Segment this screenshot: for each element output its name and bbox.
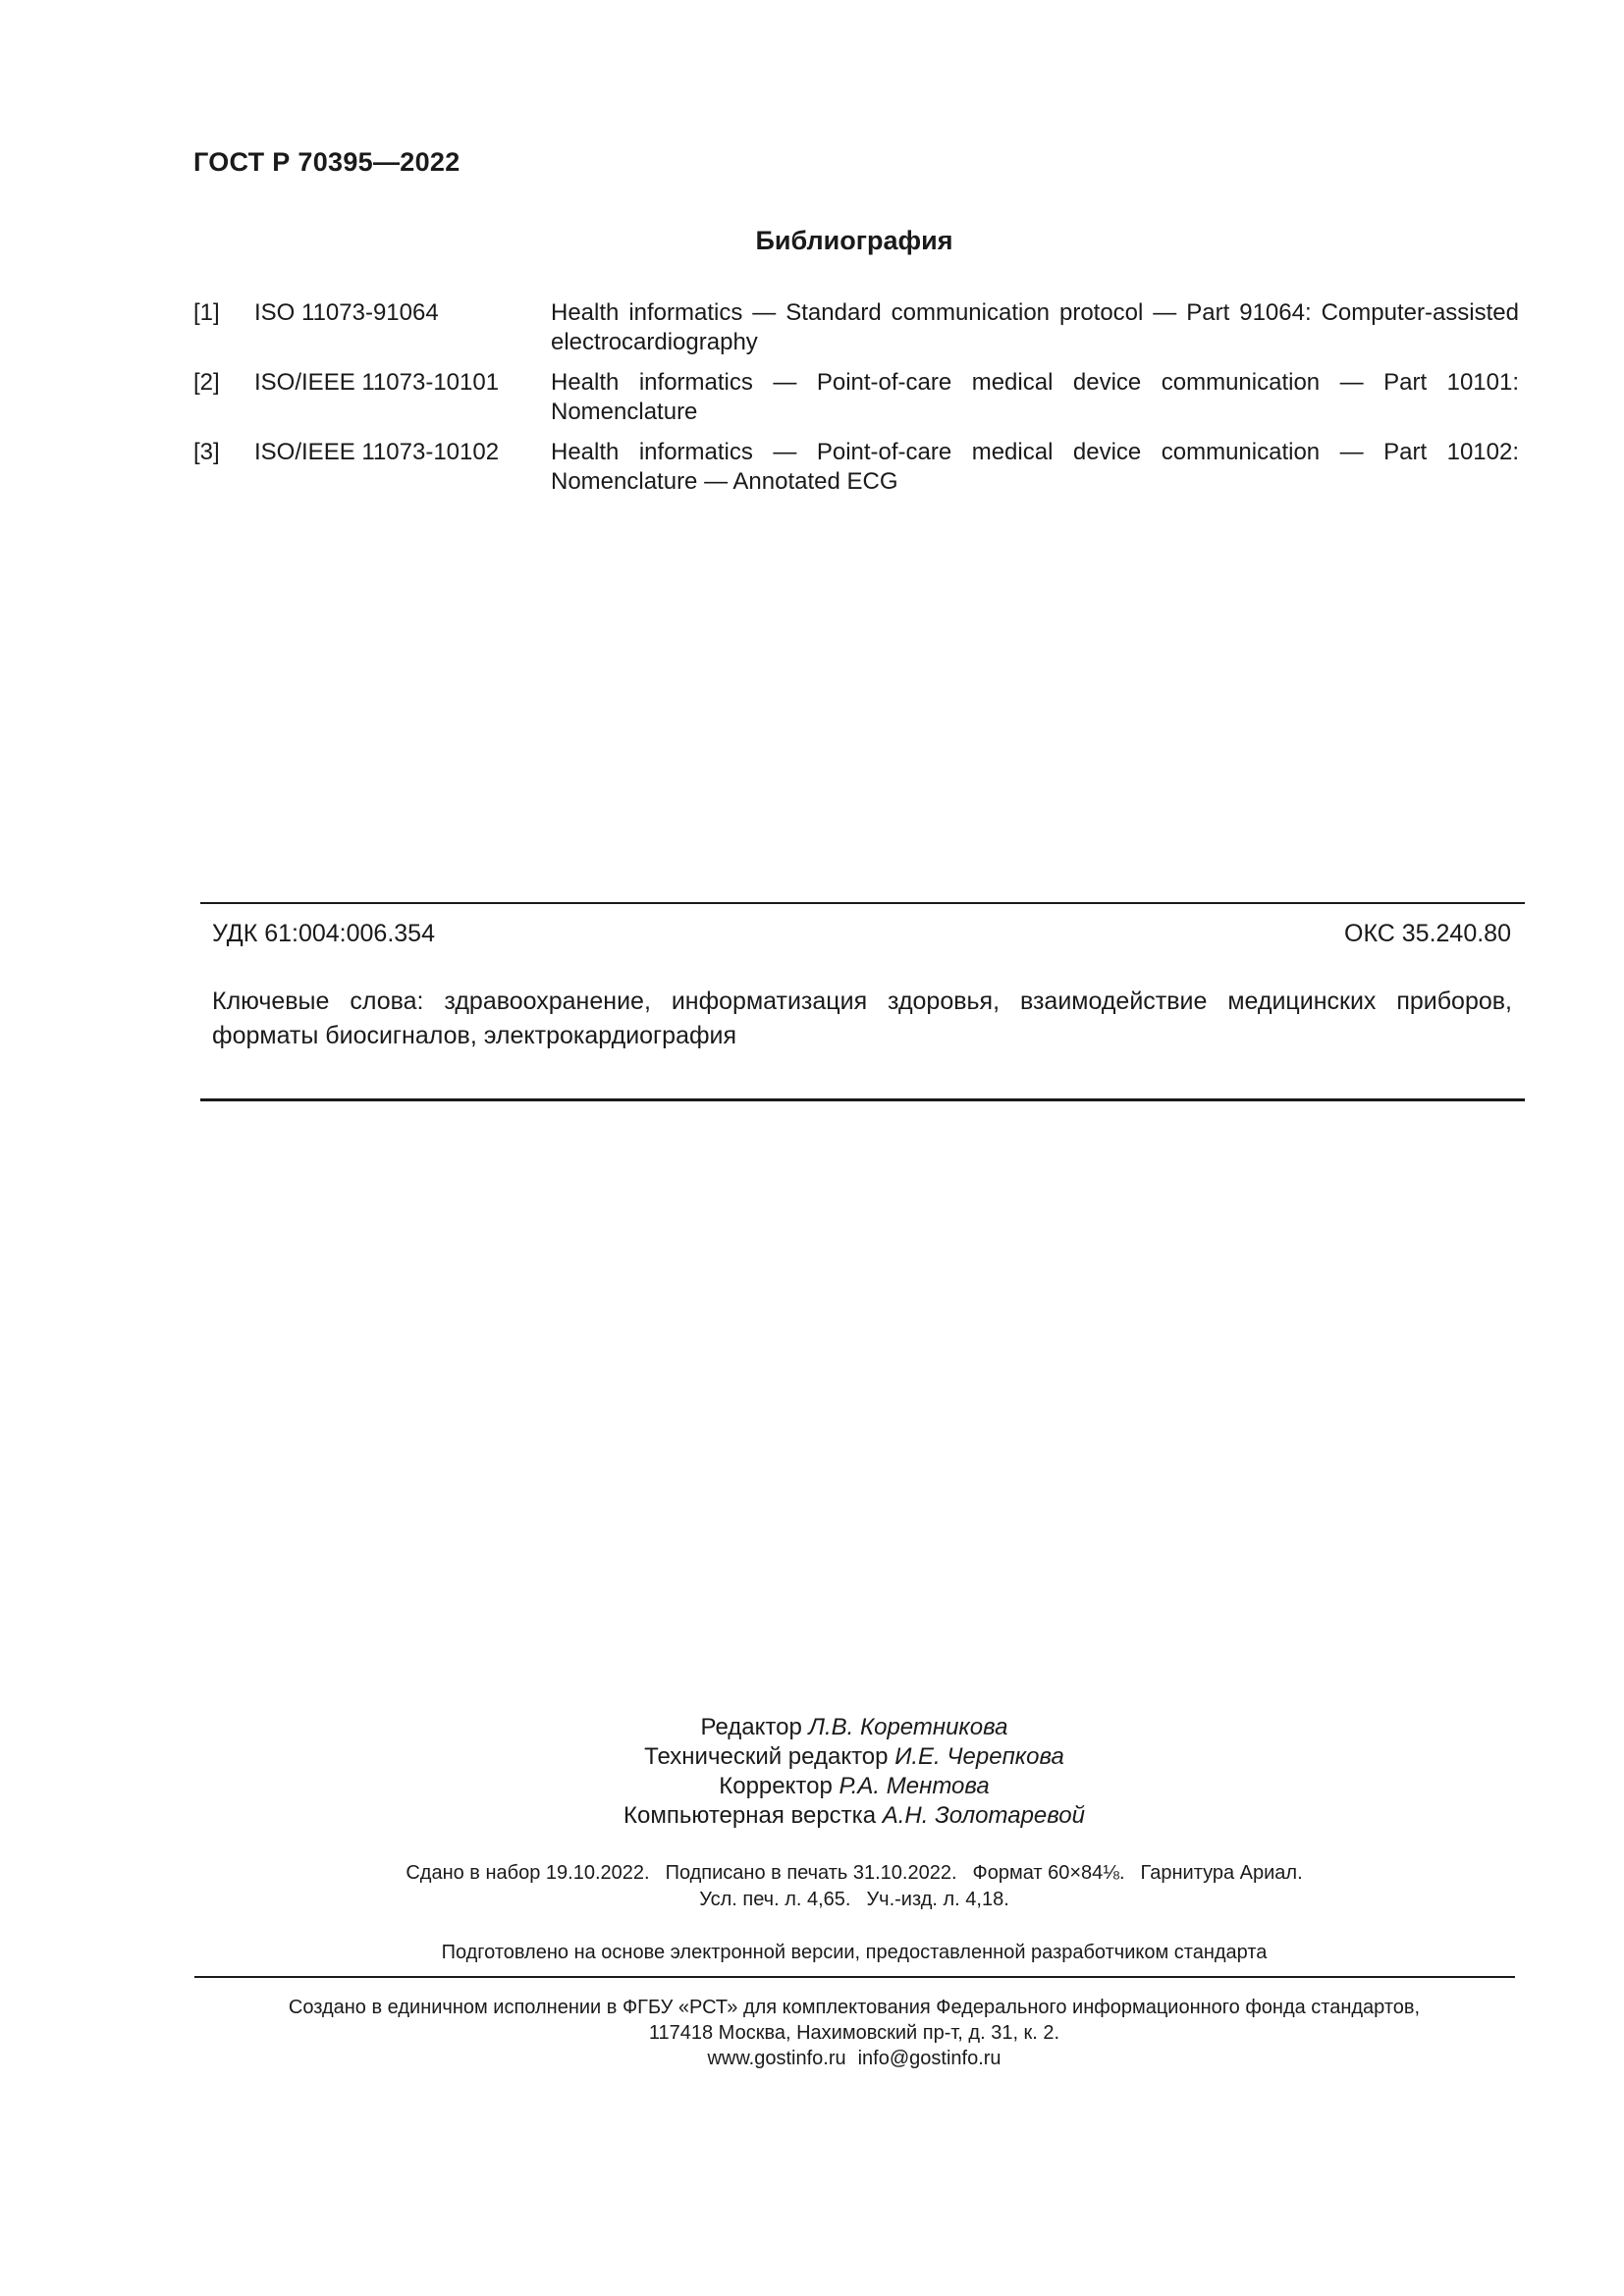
udk-code: УДК 61:004:006.354 [212,920,435,947]
paper-format: Формат 60×84⅛. [972,1862,1125,1884]
publisher-info [0,1995,1624,2071]
prepared-note: Подготовлено на основе электронной версии, предоставленной разработчиком стандарта [441,1942,1268,1963]
bibliography-standard-code: ISO/IEEE 11073-10102 [254,439,500,465]
oks-code: ОКС 35.240.80 [1344,920,1511,947]
bibliography-standard-code: ISO 11073-91064 [254,299,439,326]
credit-tech-editor [0,1742,1624,1772]
bibliography-list [193,298,1519,507]
email-link[interactable]: info@gostinfo.ru [857,2048,1001,2069]
print-info-line-2 [0,1887,1624,1913]
typeface: Гарнитура Ариал. [1140,1862,1303,1884]
bibliography-title: Health informatics — Point-of-care medical device communication — Part 10101: Nomenclature [551,369,1519,425]
bibliography-standard-code: ISO/IEEE 11073-10101 [254,369,500,396]
bibliography-number: [2] [193,369,220,396]
credit-corrector [0,1772,1624,1801]
classification-top-rule [200,902,1525,904]
bibliography-number: [3] [193,439,220,465]
signed-date: Подписано в печать 31.10.2022. [665,1862,957,1884]
bibliography-item [193,298,1519,357]
credit-editor [0,1713,1624,1742]
print-information [0,1860,1624,1913]
credit-name: Л.В. Коретникова [808,1714,1008,1740]
bibliography-title: Health informatics — Point-of-care medical device communication — Part 10102: Nomenclature — Annotated ECG [551,439,1519,495]
publisher-line-1: Создано в единичном исполнении в ФГБУ «РСТ» для комплектования Федерального информационного фонда стандартов, [288,1997,1421,2018]
footer-rule [194,1976,1515,1978]
credit-role: Технический редактор [644,1743,889,1770]
website-link[interactable]: www.gostinfo.ru [707,2048,846,2069]
bibliography-item [193,368,1519,427]
bibliography-heading: Библиография [755,226,953,255]
classification-bottom-rule [200,1098,1525,1101]
bibliography-number: [1] [193,299,220,326]
publisher-contacts [0,2046,1624,2071]
editorial-credits [0,1713,1624,1831]
keywords: Ключевые слова: здравоохранение, информатизация здоровья, взаимодействие медицинских приборов, форматы биосигналов, электрокардиография [212,988,1512,1049]
credit-role: Корректор [719,1773,833,1799]
bibliography-title: Health informatics — Standard communication protocol — Part 91064: Computer-assisted electrocardiography [551,299,1519,355]
credit-role: Компьютерная верстка [623,1802,877,1829]
credit-name: И.Е. Черепкова [894,1743,1064,1770]
document-code: ГОСТ Р 70395—2022 [193,147,460,177]
credit-name: А.Н. Золотаревой [882,1802,1085,1829]
publication-sheets: Уч.-изд. л. 4,18. [866,1889,1009,1910]
publisher-address: 117418 Москва, Нахимовский пр-т, д. 31, к. 2. [648,2022,1060,2044]
print-sheets: Усл. печ. л. 4,65. [699,1889,851,1910]
print-info-line-1 [0,1860,1624,1887]
credit-role: Редактор [700,1714,802,1740]
submitted-date: Сдано в набор 19.10.2022. [406,1862,650,1884]
bibliography-item [193,438,1519,497]
credit-name: Р.А. Ментова [839,1773,990,1799]
credit-layout [0,1801,1624,1831]
